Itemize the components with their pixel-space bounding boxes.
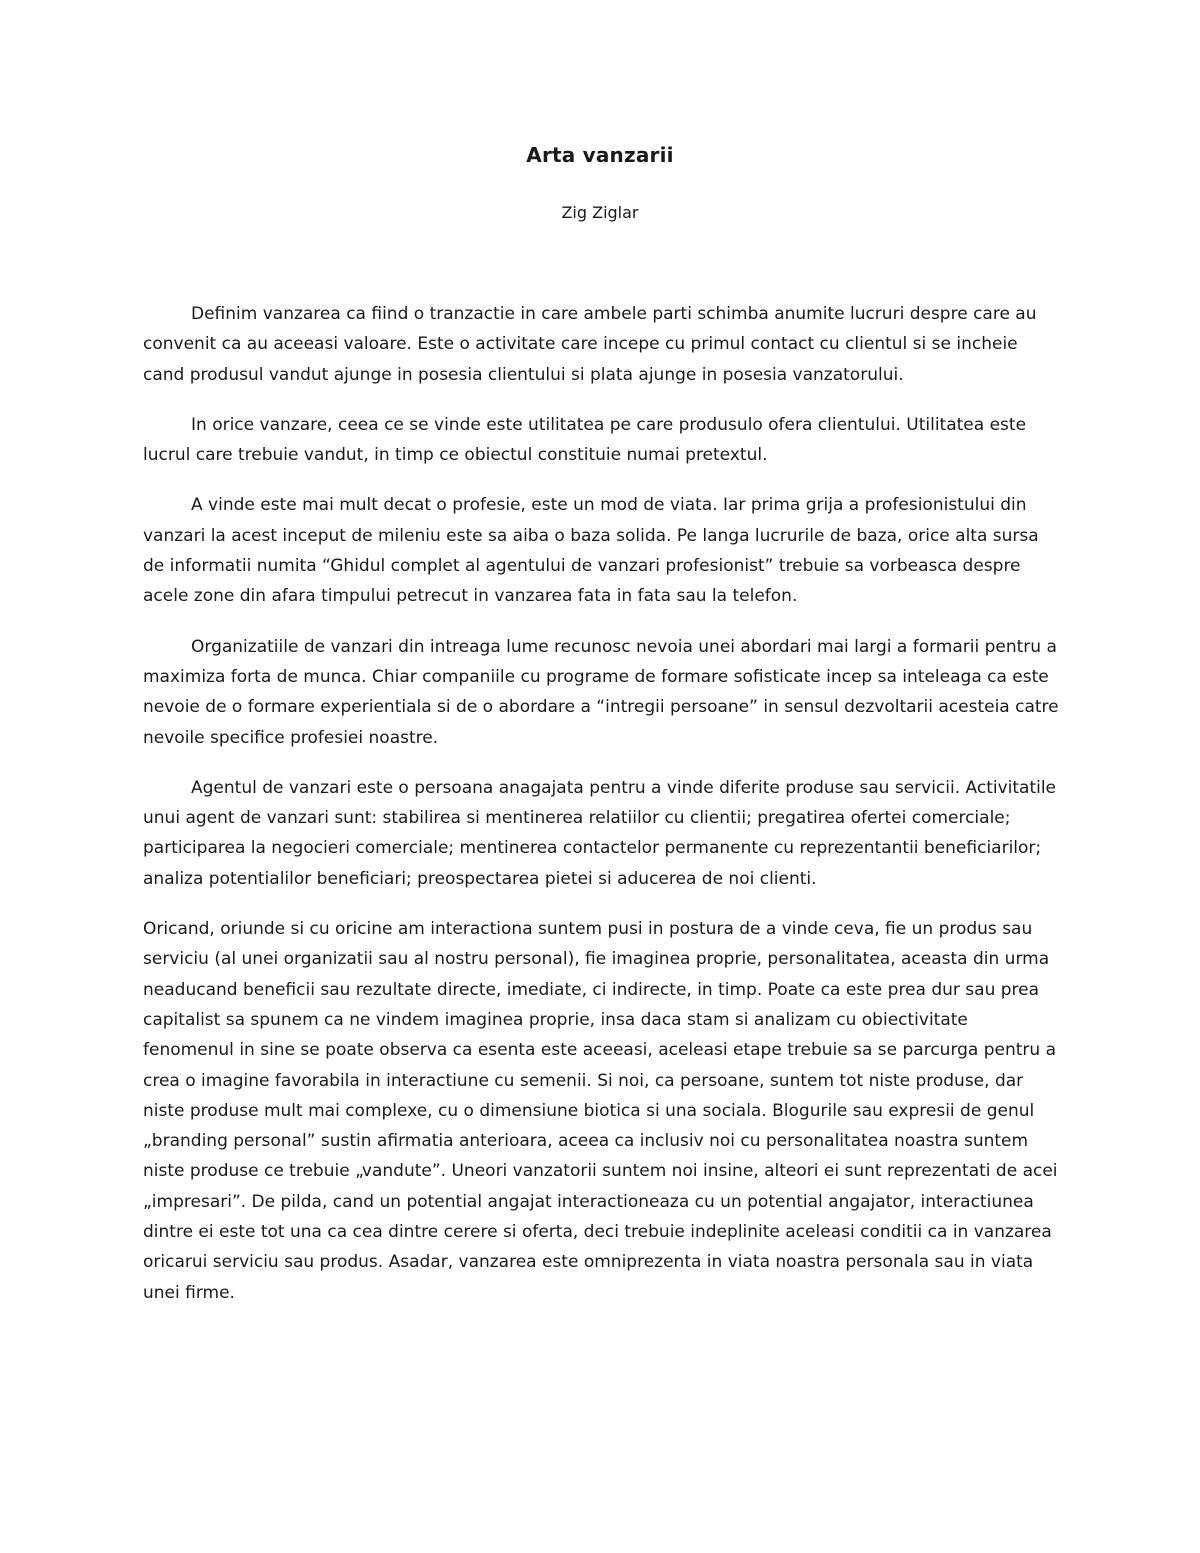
document-title: Arta vanzarii [526, 143, 674, 167]
paragraph-4: Organizatiile de vanzari din intreaga lume recunosc nevoia unei abordari mai largi a formarii pentru a maximiza forta de munca. Chiar companiile cu programe de formare sofisticate incep sa inteleaga ca este nevoie de o formare experientiala si de o abordare a “intregii persoane” in sensul dezvoltarii acesteia catre nevoile specifice profesiei noastre. [143, 636, 1059, 748]
paragraph-5: Agentul de vanzari este o persoana anagajata pentru a vinde diferite produse sau servicii. Activitatile unui agent de vanzari sunt: stabilirea si mentinerea relatiilor cu clientii; pregatirea ofertei comerciale; participarea la negocieri comerciale; mentinerea contactelor permanente cu reprezentantii beneficiarilor; analiza potentialilor beneficiari; preospectarea pietei si aducerea de noi clienti. [143, 777, 1057, 889]
document-body [143, 299, 1063, 1328]
paragraph-2: In orice vanzare, ceea ce se vinde este utilitatea pe care produsulo ofera clientului. Utilitatea este lucrul care trebuie vandut, in timp ce obiectul constituie numai pretextul. [143, 414, 1027, 466]
paragraph-3: A vinde este mai mult decat o profesie, este un mod de viata. Iar prima grija a profesionistului din vanzari la acest inceput de mileniu este sa aiba o baza solida. Pe langa lucrurile de baza, orice alta sursa de informatii numita “Ghidul complet al agentului de vanzari profesionist” trebuie sa vorbeasca despre acele zone din afara timpului petrecut in vanzarea fata in fata sau la telefon. [143, 495, 1039, 607]
document-author: Zig Ziglar [561, 203, 639, 222]
paragraph-1: Definim vanzarea ca fiind o tranzactie in care ambele parti schimba anumite lucruri despre care au convenit ca au aceeasi valoare. Este o activitate care incepe cu primul contact cu clientul si se incheie cand produsul vandut ajunge in posesia clientului si plata ajunge in posesia vanzatorului. [143, 304, 1037, 385]
paragraph-6: Oricand, oriunde si cu oricine am interactiona suntem pusi in postura de a vinde ceva, fie un produs sau serviciu (al unei organizatii sau al nostru personal), fie imaginea proprie, personalitatea, aceasta din urma neaducand beneficii sau rezultate directe, imediate, ci indirecte, in timp. Poate ca este prea dur sau prea capitalist sa spunem ca ne vindem imaginea proprie, insa daca stam si analizam cu obiectivitate fenomenul in sine se poate observa ca esenta este aceeasi, aceleasi etape trebuie sa se parcurga pentru a crea o imagine favorabila in interactiune cu semenii. Si noi, ca persoane, suntem tot niste produse, dar niste produse mult mai complexe, cu o dimensiune biotica si una sociala. Blogurile sau expresii de genul „branding personal” sustin afirmatia anterioara, aceea ca inclusiv noi cu personalitatea noastra suntem niste produse ce trebuie „vandute”. Uneori vanzatorii suntem noi insine, alteori ei sunt reprezentati de acei „impresari”. De pilda, cand un potential angajat interactioneaza cu un potential angajator, interactiunea dintre ei este tot una ca cea dintre cerere si oferta, deci trebuie indeplinite aceleasi conditii ca in vanzarea oricarui serviciu sau produs. Asadar, vanzarea este omniprezenta in viata noastra personala sau in viata unei firme. [143, 919, 1058, 1303]
